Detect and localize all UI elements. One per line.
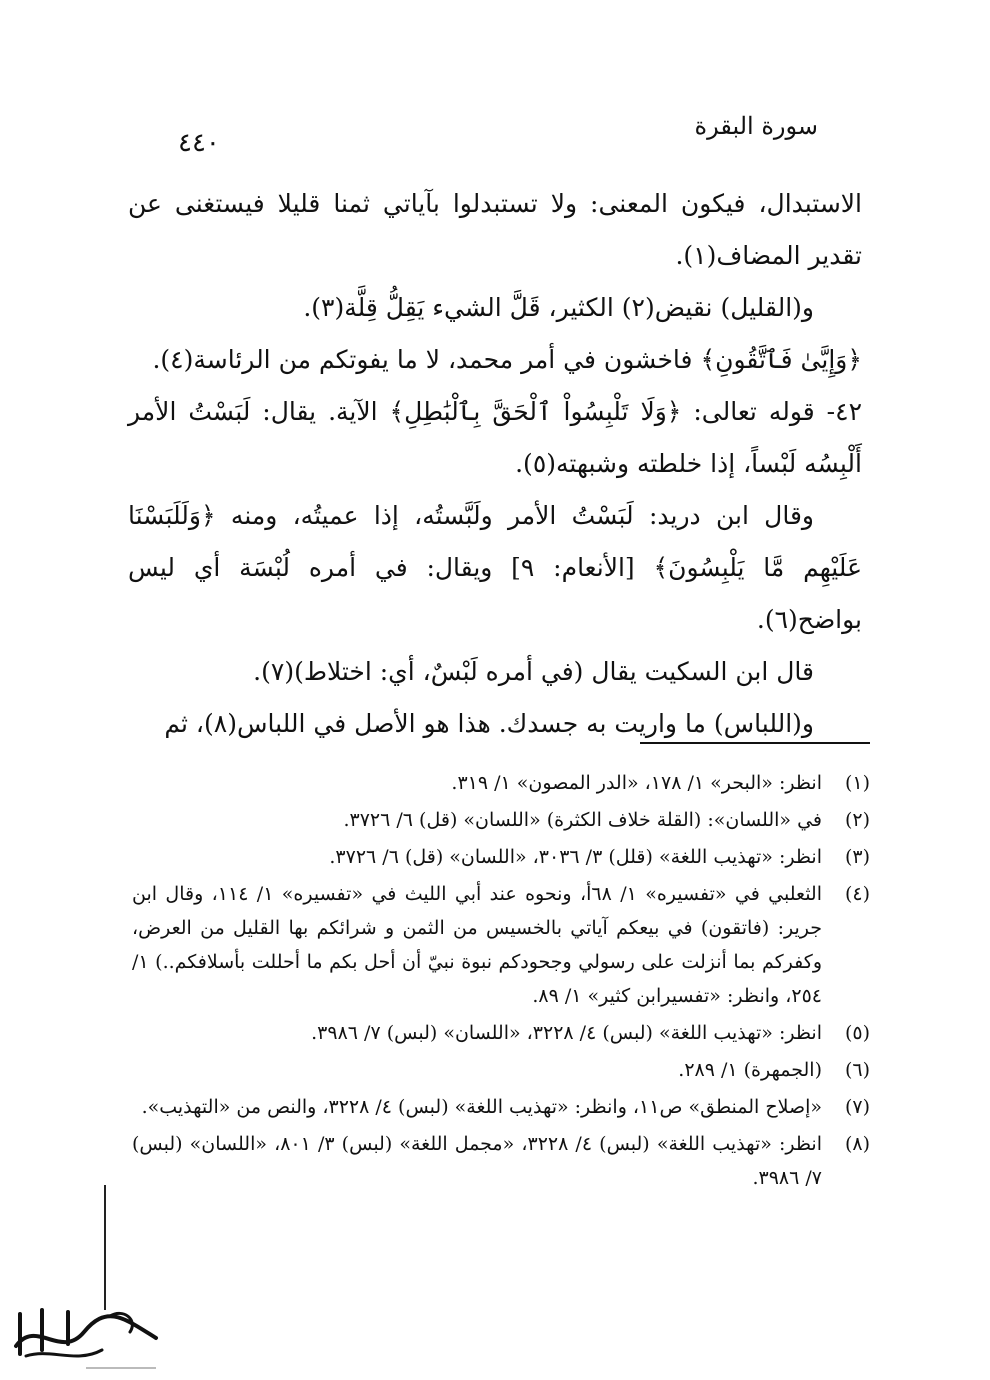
footnote	[132, 1090, 870, 1124]
footnote-number: (٥)	[844, 1022, 870, 1044]
footnote-text: الثعلبي في «تفسيره» ١/ ٦٨أ، ونحوه عند أبي الليث في «تفسيره» ١/ ١١٤، وقال ابن جرير: (فاتقون) في بيعكم آياتي بالخسيس من الثمن و شرائكم بها القليل من العرض، وكفركم بما أنزلت على رسولي وجحودكم نبوة نبيّ أن أحل بكم ما أحللت بأسلافكم..) ١/ ٢٥٤، وانظر: «تفسيرابن كثير» ١/ ٨٩.	[132, 883, 822, 1007]
footnote	[132, 1053, 870, 1087]
footnote-number: (٧)	[844, 1096, 870, 1118]
paragraph: قال ابن السكيت يقال (في أمره لَبْسٌ، أي: اختلاط)(٧).	[253, 657, 814, 686]
footnote	[132, 803, 870, 837]
paragraph: و(القليل) نقيض(٢) الكثير، قَلَّ الشيء يَقِلُّ قِلَّة(٣).	[303, 293, 814, 322]
footnote-divider	[640, 742, 870, 744]
footnote-text: انظر: «تهذيب اللغة» (لبس) ٤/ ٣٢٢٨، «اللسان» (لبس) ٧/ ٣٩٨٦.	[311, 1022, 822, 1044]
footnote-text: انظر: «تهذيب اللغة» (قلل) ٣/ ٣٠٣٦، «اللسان» (قل) ٦/ ٣٧٢٦.	[329, 846, 822, 868]
footnote	[132, 840, 870, 874]
footnote-number: (١)	[844, 772, 870, 794]
footnote	[132, 766, 870, 800]
margin-line	[104, 1185, 106, 1310]
footnote-text: (الجمهرة) ١/ ٢٨٩.	[678, 1059, 822, 1081]
footnotes	[132, 766, 870, 1198]
main-text	[128, 178, 862, 750]
footnote	[132, 1127, 870, 1195]
paragraph: و(اللباس) ما واريت به جسدك. هذا هو الأصل في اللباس(٨)، ثم	[164, 709, 814, 738]
footnote-number: (٨)	[844, 1133, 870, 1155]
paragraph: ﴿وَإِيَّىٰ فَٱتَّقُونِ﴾ فاخشون في أمر محمد، لا ما يفوتكم من الرئاسة(٤).	[152, 345, 862, 374]
surah-title: سورة البقرة	[694, 112, 818, 140]
footnote-number: (٣)	[844, 846, 870, 868]
footnote-number: (٦)	[844, 1059, 870, 1081]
paragraph: وقال ابن دريد: لَبَسْتُ الأمر ولَبَّستُه، إذا عميتُه، ومنه ﴿وَلَلَبَسْنَا عَلَيْهِم مَّا يَلْبِسُونَ﴾ [الأنعام: ٩] ويقال: في أمره لُبْسَة أي ليس بواضح(٦).	[128, 501, 862, 634]
footnote-text: في «اللسان»: (القلة خلاف الكثرة) «اللسان» (قل) ٦/ ٣٧٢٦.	[343, 809, 822, 831]
footnote-text: انظر: «تهذيب اللغة» (لبس) ٤/ ٣٢٢٨، «مجمل اللغة» (لبس) ٣/ ٨٠١، «اللسان» (لبس) ٧/ ٣٩٨٦.	[132, 1133, 822, 1189]
footnote-number: (٤)	[844, 883, 870, 905]
footnote-number: (٢)	[844, 809, 870, 831]
calligraphy-stamp	[6, 1298, 176, 1378]
footnote-text: انظر: «البحر» ١/ ١٧٨، «الدر المصون» ١/ ٣١٩.	[451, 772, 822, 794]
footnote	[132, 877, 870, 1013]
page-header	[130, 112, 860, 158]
footnote	[132, 1016, 870, 1050]
paragraph: ٤٢- قوله تعالى: ﴿وَلَا تَلْبِسُواْ ٱلْحَقَّ بِٱلْبَٰطِلِ﴾ الآية. يقال: لَبَسْتُ الأمر أَلْبِسُه لَبْساً، إذا خلطته وشبهته(٥).	[128, 397, 862, 478]
footnote-text: «إصلاح المنطق» ص١١، وانظر: «تهذيب اللغة» (لبس) ٤/ ٣٢٢٨، والنص من «التهذيب».	[141, 1096, 822, 1118]
page-number: ٤٤٠	[178, 128, 220, 158]
paragraph: الاستبدال، فيكون المعنى: ولا تستبدلوا بآياتي ثمنا قليلا فيستغنى عن تقدير المضاف(١).	[128, 189, 862, 270]
